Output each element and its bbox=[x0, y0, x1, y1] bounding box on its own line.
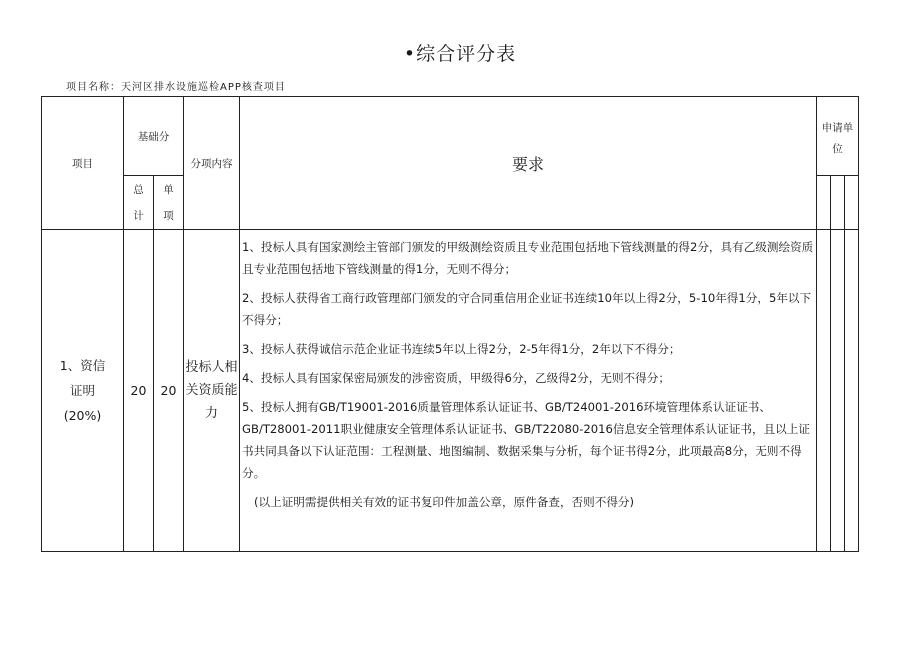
col-divider-req bbox=[816, 96, 817, 552]
header-applicant-line2: 位 bbox=[832, 143, 843, 155]
header-item bbox=[42, 97, 123, 229]
header-base-score-label: 基础分 bbox=[137, 130, 170, 143]
header-applicant bbox=[817, 118, 858, 160]
row-requirements bbox=[242, 236, 816, 520]
header-single-line2: 项 bbox=[163, 209, 174, 222]
header-single bbox=[154, 176, 183, 229]
header-requirement-label: 要求 bbox=[511, 154, 544, 174]
row-category bbox=[42, 230, 123, 551]
col-divider-app1 bbox=[830, 175, 831, 552]
header-applicant-line1: 申请单 bbox=[821, 122, 854, 134]
row-category-line2: 证明 bbox=[69, 382, 95, 398]
applicant-divider bbox=[816, 175, 859, 176]
row-category-line3: (20%) bbox=[63, 407, 102, 423]
header-base-score bbox=[124, 97, 183, 175]
header-total-line2: 计 bbox=[133, 209, 144, 222]
project-name-label: 项目名称：天河区排水设施巡检APP核查项目 bbox=[66, 82, 286, 93]
col-divider-app2 bbox=[844, 175, 845, 552]
header-item-label: 项目 bbox=[72, 157, 93, 170]
row-sub-content bbox=[184, 230, 239, 551]
page-title: •综合评分表 bbox=[403, 43, 517, 65]
requirement-item: 3、投标人获得诚信示范企业证书连续5年以上得2分，2-5年得1分，2年以下不得分； bbox=[242, 342, 681, 356]
row-single-value: 20 bbox=[160, 383, 177, 398]
requirement-item: 4、投标人具有国家保密局颁发的涉密资质，甲级得6分，乙级得2分，无则不得分； bbox=[242, 371, 670, 385]
requirement-item: 1、投标人具有国家测绘主管部门颁发的甲级测绘资质且专业范围包括地下管线测量的得2分，具有乙级测绘资质且专业范围包括地下管线测量的得1分，无则不得分； bbox=[242, 240, 814, 276]
row-sub-line1: 投标人相 bbox=[185, 360, 238, 375]
row-total-value: 20 bbox=[130, 383, 147, 398]
header-single-line1: 单 bbox=[163, 183, 174, 196]
row-single bbox=[154, 230, 183, 551]
requirement-item: 2、投标人获得省工商行政管理部门颁发的守合同重信用企业证书连续10年以上得2分，5-10年得1分，5年以下不得分； bbox=[242, 291, 812, 327]
requirement-note: (以上证明需提供相关有效的证书复印件加盖公章，原件备查，否则不得分) bbox=[254, 495, 635, 509]
row-sub-line2: 关资质能 bbox=[185, 383, 238, 398]
header-total bbox=[124, 176, 153, 229]
header-requirement bbox=[240, 97, 816, 229]
row-category-line1: 1、资信 bbox=[59, 357, 106, 373]
row-total bbox=[124, 230, 153, 551]
header-total-line1: 总 bbox=[133, 183, 144, 196]
header-sub-content bbox=[184, 97, 239, 229]
table-border-bottom bbox=[41, 551, 859, 552]
table-border-right bbox=[858, 96, 859, 552]
row-sub-line3: 力 bbox=[204, 406, 218, 421]
requirement-item: 5、投标人拥有GB/T19001-2016质量管理体系认证证书、GB/T24001-2016环境管理体系认证证书、GB/T28001-2011职业健康安全管理体系认证证书、GB/T22080-2016信息安全管理体系认证证书，且以上证书共同具备以下认证范围：工程测量、地图编制、数据采集与分析，每个证书得2分，此项最高8分，无则不得分。 bbox=[242, 400, 810, 480]
header-sub-content-label: 分项内容 bbox=[190, 157, 233, 170]
